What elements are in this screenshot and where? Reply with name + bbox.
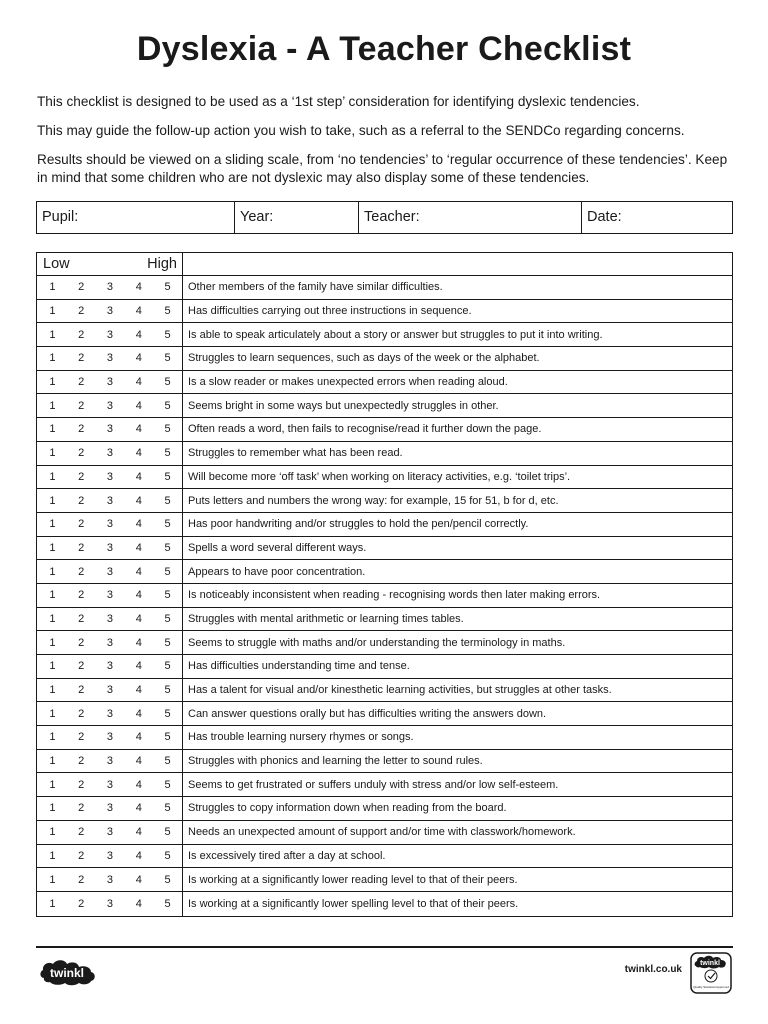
rating-scale: [37, 300, 183, 323]
checklist-row: [37, 466, 732, 490]
rating-option-2[interactable]: 2: [78, 305, 85, 318]
statement-text: Often reads a word, then fails to recognise/read it further down the page.: [188, 423, 542, 436]
rating-option-4[interactable]: 4: [135, 849, 142, 862]
rating-option-4[interactable]: 4: [135, 707, 142, 720]
rating-option-4[interactable]: 4: [135, 660, 142, 673]
statement-text: Spells a word several different ways.: [188, 541, 367, 554]
rating-option-3[interactable]: 3: [106, 849, 114, 862]
rating-option-2[interactable]: 2: [78, 541, 85, 554]
statement-text: Struggles to copy information down when reading from the board.: [188, 802, 507, 815]
rating-scale: [37, 560, 183, 583]
checklist-row: [37, 750, 732, 774]
rating-scale: [37, 726, 183, 749]
rating-option-2[interactable]: 2: [78, 636, 85, 649]
checklist-row: [37, 560, 732, 584]
rating-option-3[interactable]: 3: [106, 281, 114, 294]
intro-paragraph-2: This may guide the follow-up action you wish to take, such as a referral to the SENDCo regarding concerns.: [37, 123, 685, 138]
checklist-row: [37, 868, 732, 892]
rating-scale: [37, 323, 183, 346]
scale-header: [37, 253, 183, 275]
rating-scale: [37, 845, 183, 868]
rating-option-1[interactable]: 1: [49, 802, 56, 815]
rating-option-1[interactable]: 1: [49, 731, 56, 744]
statement-text: Will become more ‘off task’ when working on literacy activities, e.g. ‘toilet trips’.: [188, 470, 571, 483]
rating-option-3[interactable]: 3: [106, 636, 114, 649]
rating-option-4[interactable]: 4: [135, 897, 142, 910]
statement-text: Has difficulties understanding time and tense.: [188, 660, 410, 673]
statement-text: Seems to get frustrated or suffers unduly with stress and/or low self-esteem.: [188, 778, 559, 791]
rating-option-5[interactable]: 5: [164, 873, 171, 886]
statement-text: Needs an unexpected amount of support and/or time with classwork/homework.: [188, 826, 576, 839]
rating-option-1[interactable]: 1: [49, 755, 56, 768]
rating-scale: [37, 347, 183, 370]
rating-option-3[interactable]: 3: [106, 376, 114, 389]
rating-option-5[interactable]: 5: [164, 897, 171, 910]
rating-scale: [37, 750, 183, 773]
rating-option-4[interactable]: 4: [135, 494, 142, 507]
rating-option-2[interactable]: 2: [78, 447, 85, 460]
rating-option-2[interactable]: 2: [78, 802, 85, 815]
checklist-row: [37, 323, 732, 347]
statement-text: Has trouble learning nursery rhymes or songs.: [188, 731, 414, 744]
teacher-field[interactable]: Teacher:: [359, 202, 582, 233]
rating-option-5[interactable]: 5: [164, 849, 171, 862]
rating-option-5[interactable]: 5: [164, 707, 171, 720]
rating-option-4[interactable]: 4: [135, 565, 142, 578]
pupil-field[interactable]: Pupil:: [37, 202, 235, 233]
rating-option-4[interactable]: 4: [135, 802, 142, 815]
rating-scale: [37, 513, 183, 536]
rating-option-3[interactable]: 3: [106, 328, 114, 341]
rating-scale: [37, 631, 183, 654]
rating-option-4[interactable]: 4: [135, 328, 142, 341]
checklist-table: [36, 252, 733, 917]
rating-option-2[interactable]: 2: [78, 755, 85, 768]
rating-option-3[interactable]: 3: [106, 399, 114, 412]
statement-text: Struggles to learn sequences, such as days of the week or the alphabet.: [188, 352, 540, 365]
rating-option-4[interactable]: 4: [135, 731, 142, 744]
rating-option-5[interactable]: 5: [164, 305, 171, 318]
rating-option-5[interactable]: 5: [164, 518, 171, 531]
intro-paragraph-3: Results should be viewed on a sliding scale, from ‘no tendencies’ to ‘regular occurrence of these tendencies’. Keep in mind that some children who are not dyslexic may also display some of these tendencies.: [37, 152, 728, 185]
statement-text: Is excessively tired after a day at school.: [188, 849, 386, 862]
rating-option-2[interactable]: 2: [78, 826, 85, 839]
rating-option-5[interactable]: 5: [164, 731, 171, 744]
rating-scale: [37, 394, 183, 417]
rating-option-4[interactable]: 4: [135, 423, 142, 436]
date-field[interactable]: Date:: [587, 209, 622, 225]
checklist-row: [37, 726, 732, 750]
rating-option-5[interactable]: 5: [164, 755, 171, 768]
rating-option-1[interactable]: 1: [49, 470, 56, 483]
rating-option-5[interactable]: 5: [164, 636, 171, 649]
rating-option-1[interactable]: 1: [49, 897, 56, 910]
rating-option-1[interactable]: 1: [49, 660, 56, 673]
rating-option-2[interactable]: 2: [78, 660, 85, 673]
rating-option-3[interactable]: 3: [106, 731, 114, 744]
statement-text: Is working at a significantly lower reading level to that of their peers.: [188, 873, 518, 886]
rating-option-3[interactable]: 3: [106, 612, 114, 625]
rating-option-4[interactable]: 4: [135, 305, 142, 318]
rating-option-3[interactable]: 3: [106, 707, 114, 720]
badge-top-text: twinkl: [700, 960, 720, 967]
rating-option-1[interactable]: 1: [49, 423, 56, 436]
rating-option-2[interactable]: 2: [78, 589, 85, 602]
rating-scale: [37, 821, 183, 844]
rating-scale: [37, 489, 183, 512]
rating-option-2[interactable]: 2: [78, 731, 85, 744]
pupil-info-table: [36, 201, 733, 234]
rating-option-2[interactable]: 2: [78, 281, 85, 294]
rating-option-2[interactable]: 2: [78, 873, 85, 886]
statement-text: Has poor handwriting and/or struggles to hold the pen/pencil correctly.: [188, 518, 529, 531]
rating-option-2[interactable]: 2: [78, 376, 85, 389]
rating-option-2[interactable]: 2: [78, 470, 85, 483]
rating-option-4[interactable]: 4: [135, 684, 142, 697]
rating-option-1[interactable]: 1: [49, 305, 56, 318]
rating-scale: [37, 797, 183, 820]
statement-text: Is working at a significantly lower spelling level to that of their peers.: [188, 897, 519, 910]
rating-option-1[interactable]: 1: [49, 541, 56, 554]
rating-scale: [37, 418, 183, 441]
rating-option-3[interactable]: 3: [106, 897, 114, 910]
rating-option-3[interactable]: 3: [106, 541, 114, 554]
rating-option-3[interactable]: 3: [106, 684, 114, 697]
rating-option-5[interactable]: 5: [164, 589, 171, 602]
checklist-row: [37, 537, 732, 561]
rating-option-5[interactable]: 5: [164, 541, 171, 554]
checklist-row: [37, 418, 732, 442]
rating-option-2[interactable]: 2: [78, 328, 85, 341]
checklist-row: [37, 300, 732, 324]
checklist-row: [37, 608, 732, 632]
checklist-row: [37, 845, 732, 869]
rating-option-2[interactable]: 2: [78, 494, 85, 507]
rating-option-2[interactable]: 2: [78, 399, 85, 412]
rating-option-3[interactable]: 3: [106, 470, 114, 483]
rating-option-3[interactable]: 3: [106, 873, 114, 886]
rating-option-2[interactable]: 2: [78, 897, 85, 910]
rating-option-1[interactable]: 1: [49, 636, 56, 649]
rating-scale: [37, 537, 183, 560]
rating-option-1[interactable]: 1: [49, 399, 56, 412]
rating-option-2[interactable]: 2: [78, 565, 85, 578]
rating-option-1[interactable]: 1: [49, 849, 56, 862]
rating-option-5[interactable]: 5: [164, 802, 171, 815]
checklist-row: [37, 821, 732, 845]
statement-header: [183, 253, 732, 275]
rating-option-4[interactable]: 4: [135, 541, 142, 554]
checklist-row: [37, 513, 732, 537]
statement-text: Puts letters and numbers the wrong way: for example, 15 for 51, b for d, etc.: [188, 494, 559, 507]
checklist-row: [37, 394, 732, 418]
rating-option-3[interactable]: 3: [106, 802, 114, 815]
rating-option-5[interactable]: 5: [164, 660, 171, 673]
twinkl-logo: [38, 956, 98, 988]
rating-scale: [37, 584, 183, 607]
rating-scale: [37, 773, 183, 796]
website-url[interactable]: twinkl.co.uk: [624, 964, 682, 975]
checklist-row: [37, 655, 732, 679]
rating-option-1[interactable]: 1: [49, 707, 56, 720]
rating-option-1[interactable]: 1: [49, 376, 56, 389]
rating-option-3[interactable]: 3: [106, 352, 114, 365]
statement-text: Struggles to remember what has been read.: [188, 447, 403, 460]
rating-option-3[interactable]: 3: [106, 518, 114, 531]
rating-option-1[interactable]: 1: [49, 684, 56, 697]
checklist-row: [37, 347, 732, 371]
rating-option-3[interactable]: 3: [106, 423, 114, 436]
scale-high-label: High: [147, 256, 177, 272]
statement-text: Seems bright in some ways but unexpectedly struggles in other.: [188, 399, 499, 412]
year-field[interactable]: Year:: [235, 202, 359, 233]
statement-text: Can answer questions orally but has difficulties writing the answers down.: [188, 707, 547, 720]
checklist-row: [37, 797, 732, 821]
rating-option-5[interactable]: 5: [164, 328, 171, 341]
rating-option-4[interactable]: 4: [135, 873, 142, 886]
rating-option-5[interactable]: 5: [164, 565, 171, 578]
rating-option-4[interactable]: 4: [135, 352, 142, 365]
rating-option-2[interactable]: 2: [78, 849, 85, 862]
rating-scale: [37, 702, 183, 725]
rating-option-5[interactable]: 5: [164, 778, 171, 791]
rating-scale: [37, 868, 183, 891]
rating-option-1[interactable]: 1: [49, 518, 56, 531]
rating-option-4[interactable]: 4: [135, 281, 142, 294]
rating-option-5[interactable]: 5: [164, 494, 171, 507]
rating-option-1[interactable]: 1: [49, 589, 56, 602]
rating-scale: [37, 679, 183, 702]
rating-option-2[interactable]: 2: [78, 518, 85, 531]
rating-option-3[interactable]: 3: [106, 755, 114, 768]
rating-option-1[interactable]: 1: [49, 873, 56, 886]
statement-text: Is a slow reader or makes unexpected errors when reading aloud.: [188, 376, 508, 389]
page-title: Dyslexia - A Teacher Checklist: [136, 30, 632, 68]
statement-text: Appears to have poor concentration.: [188, 565, 366, 578]
rating-option-4[interactable]: 4: [135, 612, 142, 625]
rating-option-5[interactable]: 5: [164, 826, 171, 839]
rating-option-1[interactable]: 1: [49, 352, 56, 365]
rating-option-2[interactable]: 2: [78, 423, 85, 436]
checklist-row: [37, 584, 732, 608]
rating-option-2[interactable]: 2: [78, 352, 85, 365]
rating-option-3[interactable]: 3: [106, 660, 114, 673]
rating-option-4[interactable]: 4: [135, 376, 142, 389]
rating-option-4[interactable]: 4: [135, 470, 142, 483]
rating-option-5[interactable]: 5: [164, 447, 171, 460]
rating-option-3[interactable]: 3: [106, 778, 114, 791]
checklist-row: [37, 892, 732, 916]
rating-option-4[interactable]: 4: [135, 589, 142, 602]
rating-option-5[interactable]: 5: [164, 399, 171, 412]
rating-option-4[interactable]: 4: [135, 778, 142, 791]
rating-option-3[interactable]: 3: [106, 494, 114, 507]
rating-option-3[interactable]: 3: [106, 447, 114, 460]
statement-text: Has difficulties carrying out three instructions in sequence.: [188, 305, 472, 318]
quality-badge: [690, 952, 732, 994]
rating-option-3[interactable]: 3: [106, 305, 114, 318]
statement-text: Has a talent for visual and/or kinesthetic learning activities, but struggles at other tasks.: [188, 684, 612, 697]
rating-scale: [37, 371, 183, 394]
footer-divider: [36, 946, 733, 948]
rating-option-4[interactable]: 4: [135, 755, 142, 768]
scale-low-label: Low: [43, 256, 70, 272]
rating-scale: [37, 276, 183, 299]
rating-option-5[interactable]: 5: [164, 684, 171, 697]
rating-option-1[interactable]: 1: [49, 328, 56, 341]
intro-paragraph-1: This checklist is designed to be used as a ‘1st step’ consideration for identifying dyslexic tendencies.: [37, 94, 640, 109]
rating-option-1[interactable]: 1: [49, 612, 56, 625]
rating-option-4[interactable]: 4: [135, 447, 142, 460]
statement-text: Struggles with phonics and learning the letter to sound rules.: [188, 755, 483, 768]
rating-scale: [37, 466, 183, 489]
rating-option-1[interactable]: 1: [49, 826, 56, 839]
logo-text: twinkl: [49, 966, 85, 980]
rating-option-5[interactable]: 5: [164, 352, 171, 365]
rating-option-3[interactable]: 3: [106, 826, 114, 839]
checklist-row: [37, 442, 732, 466]
rating-option-5[interactable]: 5: [164, 423, 171, 436]
statement-text: Is noticeably inconsistent when reading - recognising words then later making errors.: [188, 589, 601, 602]
rating-option-1[interactable]: 1: [49, 281, 56, 294]
statement-text: Other members of the family have similar difficulties.: [188, 281, 443, 294]
rating-option-2[interactable]: 2: [78, 707, 85, 720]
checklist-row: [37, 702, 732, 726]
checklist-row: [37, 631, 732, 655]
rating-scale: [37, 892, 183, 916]
rating-option-1[interactable]: 1: [49, 565, 56, 578]
rating-option-5[interactable]: 5: [164, 281, 171, 294]
checklist-row: [37, 371, 732, 395]
rating-option-4[interactable]: 4: [135, 826, 142, 839]
checklist-header-row: [37, 253, 732, 276]
statement-text: Is able to speak articulately about a story or answer but struggles to put it into writing.: [188, 328, 603, 341]
checklist-row: [37, 489, 732, 513]
rating-scale: [37, 655, 183, 678]
badge-text: Quality Standard Approved: [693, 985, 729, 989]
rating-option-3[interactable]: 3: [106, 565, 114, 578]
rating-option-4[interactable]: 4: [135, 399, 142, 412]
rating-option-1[interactable]: 1: [49, 447, 56, 460]
rating-option-5[interactable]: 5: [164, 470, 171, 483]
rating-scale: [37, 442, 183, 465]
rating-option-1[interactable]: 1: [49, 494, 56, 507]
rating-option-4[interactable]: 4: [135, 518, 142, 531]
checklist-row: [37, 276, 732, 300]
rating-option-3[interactable]: 3: [106, 589, 114, 602]
statement-text: Struggles with mental arithmetic or learning times tables.: [188, 612, 464, 625]
checklist-row: [37, 773, 732, 797]
rating-scale: [37, 608, 183, 631]
checklist-row: [37, 679, 732, 703]
statement-text: Seems to struggle with maths and/or understanding the terminology in maths.: [188, 636, 566, 649]
rating-option-2[interactable]: 2: [78, 684, 85, 697]
rating-option-4[interactable]: 4: [135, 636, 142, 649]
rating-option-2[interactable]: 2: [78, 612, 85, 625]
rating-option-5[interactable]: 5: [164, 612, 171, 625]
rating-option-2[interactable]: 2: [78, 778, 85, 791]
rating-option-1[interactable]: 1: [49, 778, 56, 791]
rating-option-5[interactable]: 5: [164, 376, 171, 389]
